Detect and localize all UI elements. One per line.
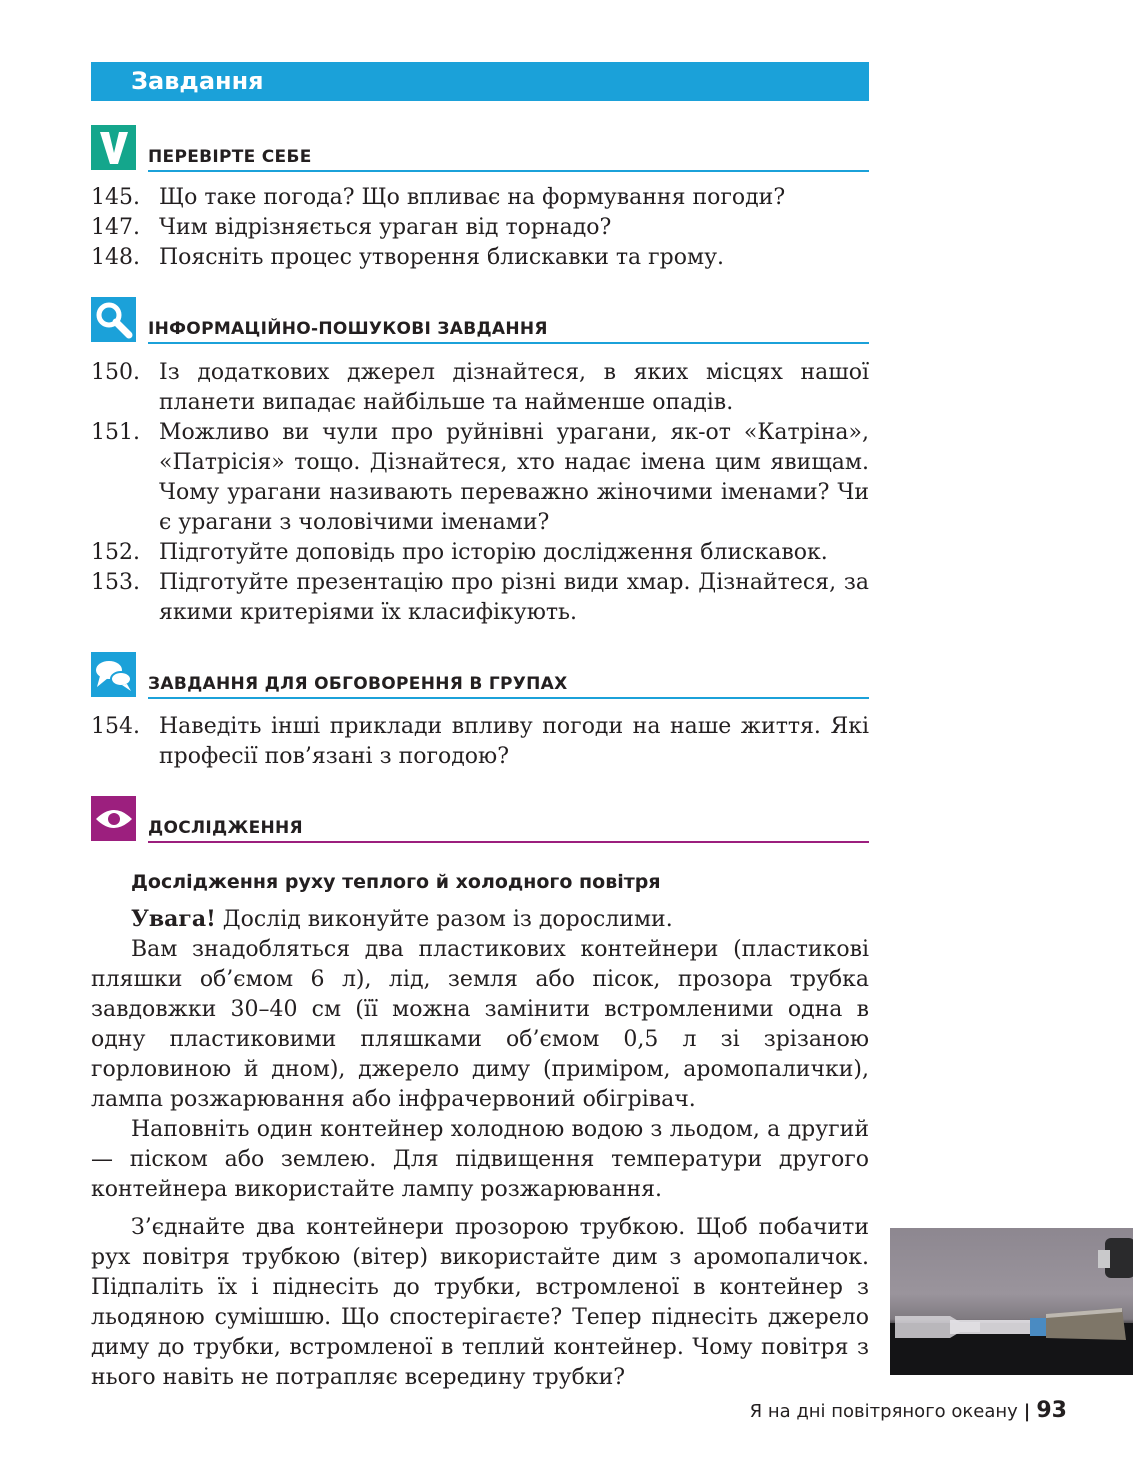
search-task-list [91, 358, 869, 628]
research-body [91, 904, 869, 1393]
list-item [91, 712, 869, 772]
section-check-title: ПЕРЕВІРТЕ СЕБЕ [148, 147, 869, 172]
page-number: 93 [1036, 1398, 1067, 1423]
section-group-title: ЗАВДАННЯ ДЛЯ ОБГОВОРЕННЯ В ГРУПАХ [148, 674, 869, 699]
task-number: 145. [91, 185, 140, 210]
task-number: 148. [91, 245, 140, 270]
footer-separator: | [1023, 1401, 1031, 1422]
task-text: Чим відрізняється ураган від торнадо? [159, 215, 612, 240]
section-search-title: ІНФОРМАЦІЙНО-ПОШУКОВІ ЗАВДАННЯ [148, 319, 869, 344]
task-number: 147. [91, 215, 140, 240]
paragraph: З’єднайте два контейнери прозорою трубкою. Щоб побачити рух повітря трубкою (вітер) використайте дим з аромопаличок. Підпаліть їх і піднесіть до трубки, встромленої в контейнер з льодяною сумішшю. Що спостерігаєте? Тепер піднесіть джерело диму до трубки, встромленої в теплий контейнер. Чому повітря з нього навіть не потрапляє всередину трубки? [91, 1215, 869, 1390]
section-check-header [91, 125, 869, 173]
magnifier-icon [91, 297, 136, 342]
section-search-header [91, 297, 869, 345]
chapter-title: Я на дні повітряного океану [749, 1401, 1018, 1422]
warning-paragraph [91, 904, 869, 935]
check-task-list [91, 183, 869, 273]
task-text: Поясніть процес утворення блискавки та грому. [159, 245, 725, 270]
paragraph: Вам знадобляться два пластикових контейнери (пластикові пляшки об’ємом 6 л), лід, земля або пісок, прозора трубка завдовжки 30–40 см (її можна замінити встромленими одна в одну пластиковими пляшками об’ємом 0,5 л зі зрізаною горловиною й дном), джерело диму (приміром, аромопалички), лампа розжарювання або інфрачервоний обігрівач. [91, 937, 869, 1112]
section-research-header [91, 796, 869, 844]
eye-icon [91, 796, 136, 841]
task-text: Наведіть інші приклади впливу погоди на наше життя. Які професії пов’язані з погодою? [159, 714, 869, 769]
section-research-title: ДОСЛІДЖЕННЯ [148, 818, 869, 843]
list-item [91, 358, 869, 418]
section-banner: Завдання [91, 62, 869, 101]
task-number: 154. [91, 714, 140, 739]
warning-text: Дослід виконуйте разом із дорослими. [215, 907, 673, 932]
task-text: Підготуйте презентацію про різні види хмар. Дізнайтеся, за якими критеріями їх класифікують. [159, 570, 869, 625]
list-item [91, 418, 869, 538]
checkmark-icon [91, 125, 136, 170]
task-text: Що таке погода? Що впливає на формування погоди? [159, 185, 786, 210]
paragraph: Наповніть один контейнер холодною водою з льодом, а другий — піском або землею. Для підвищення температури другого контейнера використайте лампу розжарювання. [91, 1117, 869, 1202]
task-number: 151. [91, 420, 140, 445]
task-number: 153. [91, 570, 140, 595]
list-item [91, 213, 869, 243]
list-item [91, 243, 869, 273]
task-text: Підготуйте доповідь про історію дослідження блискавок. [159, 540, 828, 565]
task-text: Можливо ви чули про руйнівні урагани, як-от «Катріна», «Патрісія» тощо. Дізнайтеся, хто надає імена цим явищам. Чому урагани називають переважно жіночими іменами? Чи є урагани з чоловічими іменами? [159, 420, 869, 535]
list-item [91, 183, 869, 213]
page-footer [750, 1398, 1067, 1423]
list-item [91, 568, 869, 628]
research-subtitle: Дослідження руху теплого й холодного повітря [131, 871, 661, 893]
task-number: 150. [91, 360, 140, 385]
warning-label: Увага! [131, 906, 216, 932]
task-text: Із додаткових джерел дізнайтеся, в яких місцях нашої планети випадає найбільше та найменше опадів. [159, 360, 869, 415]
list-item [91, 538, 869, 568]
experiment-photo [890, 1228, 1133, 1375]
task-number: 152. [91, 540, 140, 565]
speech-bubbles-icon [91, 652, 136, 697]
section-group-header [91, 652, 869, 700]
group-task-list [91, 712, 869, 772]
